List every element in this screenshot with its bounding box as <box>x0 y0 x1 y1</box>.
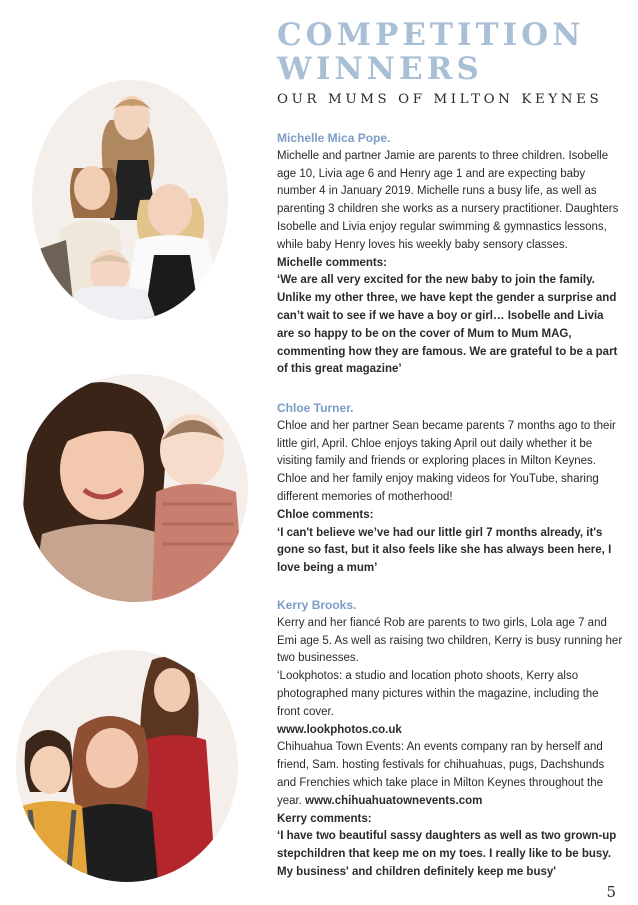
website-link-lookphotos[interactable]: www.lookphotos.co.uk <box>277 723 402 736</box>
entry-chloe <box>277 400 623 578</box>
family-photo-michelle <box>32 80 228 320</box>
title-line-2: WINNERS <box>277 51 483 87</box>
entry-kerry <box>277 597 623 882</box>
page-subtitle: OUR MUMS OF MILTON KEYNES <box>277 92 603 107</box>
entry-bio: Kerry and her fiancé Rob are parents to two girls, Lola age 7 and Emi age 5. As well as raising two children, Kerry is busy running her two businesses. <box>277 616 623 665</box>
page-number: 5 <box>606 883 616 901</box>
entry-name: Kerry Brooks. <box>277 598 357 612</box>
entry-comments-label: Kerry comments: <box>277 812 372 825</box>
entry-comments-label: Michelle comments: <box>277 256 387 269</box>
entry-comments-label: Chloe comments: <box>277 508 374 521</box>
entry-name: Chloe Turner. <box>277 401 354 415</box>
page-title <box>277 18 617 86</box>
entry-business-lookphotos: ‘Lookphotos: a studio and location photo shoots, Kerry also photographed many pictures within the magazine, including the front cover. <box>277 670 599 718</box>
family-photo-chloe-illustration <box>22 374 248 602</box>
family-photo-kerry-illustration <box>16 650 238 882</box>
entry-quote: ‘I have two beautiful sassy daughters as well as two grown-up stepchildren that keep me on my toes. I really like to be busy. My business' and children definitely keep me busy' <box>277 830 617 878</box>
entry-name: Michelle Mica Pope. <box>277 131 391 145</box>
entry-quote: ‘We are all very excited for the new baby to join the family. Unlike my other three, we have kept the gender a surprise and can’t wait to see if we have a boy or girl… Isobelle and Livia are so happy to be on the cover of Mum to Mum MAG, commenting how they are famous. We are grateful to be a part of this great magazine’ <box>277 274 618 376</box>
family-photo-kerry <box>16 650 238 882</box>
website-link-chihuahua-town[interactable]: www.chihuahuatownevents.com <box>305 794 483 807</box>
entry-business-chihuahua-text: Chihuahua Town Events: An events company ran by herself and friend, Sam. hosting festivals for chihuahuas, pugs, Dachshunds and Frenchies which take place in Milton Keynes throughout the year. <box>277 741 605 807</box>
entry-bio: Michelle and partner Jamie are parents to three children. Isobelle age 10, Livia age 6 and Henry age 1 and are expecting baby number 4 in January 2019. Michelle runs a busy life, as well as parenting 3 children she works as a nursery practitioner. Daughters Isobelle and Livia enjoy regular swimming & gymnastics lessons, while baby Henry loves his weekly baby sensory classes. <box>277 149 619 251</box>
title-line-1: COMPETITION <box>277 17 585 53</box>
entry-michelle <box>277 130 623 379</box>
entry-quote: ‘I can't believe we’ve had our little girl 7 months already, it's gone so fast, but it also feels like she has always been here, I love being a mum’ <box>277 526 612 575</box>
entry-business-chihuahua-town <box>277 739 623 810</box>
family-photo-chloe <box>22 374 248 602</box>
family-photo-michelle-illustration <box>32 80 228 320</box>
entry-bio: Chloe and her partner Sean became parents 7 months ago to their little girl, April. Chloe enjoys taking April out daily whether it be visiting family and friends or exploring places in Milton Keynes. Chloe and her family enjoy making videos for YouTube, sharing different memories of motherhood! <box>277 419 616 503</box>
